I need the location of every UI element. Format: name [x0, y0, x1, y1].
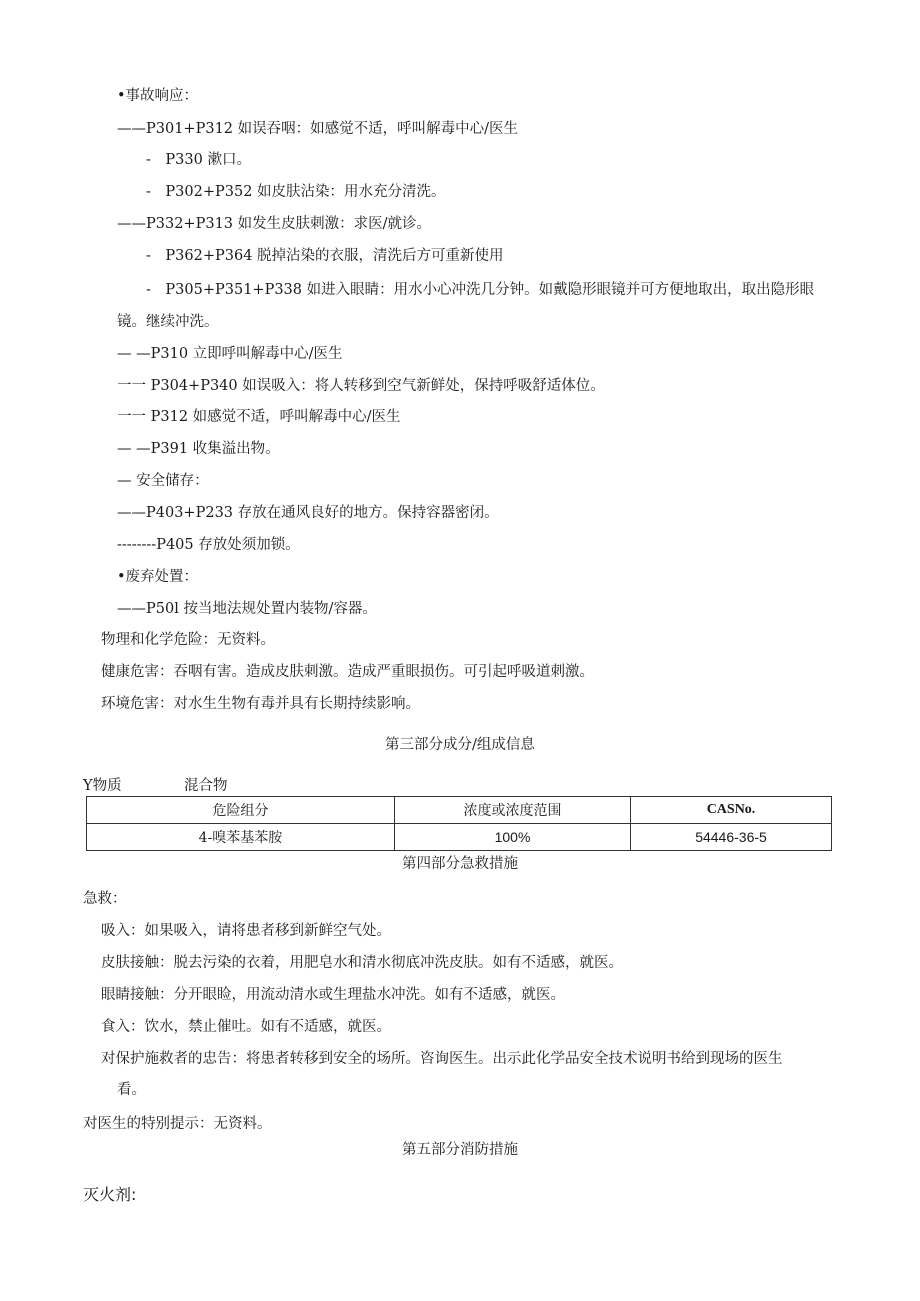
header-component: 危险组分	[87, 797, 395, 824]
response-line-p332: ——P332+P313 如发生皮肤刺激：求医/就诊。	[117, 216, 432, 232]
response-header: •事故响应：	[117, 88, 199, 104]
hazard-physical: 物理和化学危险：无资料。	[101, 632, 275, 648]
response-line-p330: - P330 漱口。	[146, 152, 251, 168]
response-line-p312: 一一 P312 如感觉不适，呼叫解毒中心/医生	[117, 409, 401, 425]
storage-header: — 安全储存：	[117, 473, 209, 489]
storage-line-p403: ——P403+P233 存放在通风良好的地方。保持容器密闭。	[117, 505, 499, 521]
first-aid-ingestion: 食入：饮水，禁止催吐。如有不适感，就医。	[101, 1019, 391, 1035]
header-concentration: 浓度或浓度范围	[395, 797, 631, 824]
extinguishing-media-label: 灭火剂:	[83, 1185, 137, 1204]
response-line-p362: - P362+P364 脱掉沾染的衣服，清洗后方可重新使用	[146, 248, 504, 264]
first-aid-inhalation: 吸入：如果吸入，请将患者移到新鲜空气处。	[101, 923, 391, 939]
first-aid-label: 急救：	[83, 891, 127, 907]
disposal-header: •废弃处置：	[117, 569, 199, 585]
substance-value: 混合物	[184, 778, 228, 794]
section3-title: 第三部分成分/组成信息	[385, 737, 535, 753]
response-line-p301: ——P301+P312 如误吞咽：如感觉不适，呼叫解毒中心/医生	[117, 121, 519, 137]
cell-cas: 54446-36-5	[631, 824, 832, 851]
response-line-p302: - P302+P352 如皮肤沾染：用水充分清洗。	[146, 184, 446, 200]
storage-line-p405: --------P405 存放处须加锁。	[117, 537, 300, 553]
table-header-row	[87, 797, 832, 824]
response-line-p305-cont: 镜。继续冲洗。	[117, 314, 219, 330]
substance-label: Y物质	[83, 778, 122, 794]
header-cas: CASNo.	[631, 797, 832, 824]
disposal-line-p501: ——P50l 按当地法规处置内装物/容器。	[117, 601, 377, 617]
section4-title: 第四部分急救措施	[402, 856, 518, 872]
first-aid-eye: 眼睛接触：分开眼睑，用流动清水或生理盐水冲洗。如有不适感，就医。	[101, 987, 565, 1003]
hazard-environment: 环境危害：对水生生物有毒并具有长期持续影响。	[101, 696, 420, 712]
response-line-p310: — —P310 立即呼叫解毒中心/医生	[117, 346, 343, 362]
first-aid-rescuer-advice: 对保护施救者的忠告：将患者转移到安全的场所。咨询医生。出示此化学品安全技术说明书给到现场的医生	[101, 1051, 783, 1067]
doctor-note: 对医生的特别提示：无资料。	[83, 1116, 272, 1132]
composition-table	[86, 796, 832, 851]
table-row	[87, 824, 832, 851]
first-aid-rescuer-advice-cont: 看。	[117, 1082, 146, 1098]
section5-title: 第五部分消防措施	[402, 1142, 518, 1158]
cell-component: 4-嗅苯基苯胺	[87, 824, 395, 851]
response-line-p391: — —P391 收集溢出物。	[117, 441, 280, 457]
cell-concentration: 100%	[395, 824, 631, 851]
response-line-p305: - P305+P351+P338 如进入眼睛：用水小心冲洗几分钟。如戴隐形眼镜并可方便地取出，取出隐形眼	[146, 282, 815, 298]
hazard-health: 健康危害：吞咽有害。造成皮肤刺激。造成严重眼损伤。可引起呼吸道刺激。	[101, 664, 594, 680]
response-line-p304: 一一 P304+P340 如误吸入：将人转移到空气新鲜处，保持呼吸舒适体位。	[117, 378, 605, 394]
first-aid-skin: 皮肤接触：脱去污染的衣着，用肥皂水和清水彻底冲洗皮肤。如有不适感，就医。	[101, 955, 623, 971]
